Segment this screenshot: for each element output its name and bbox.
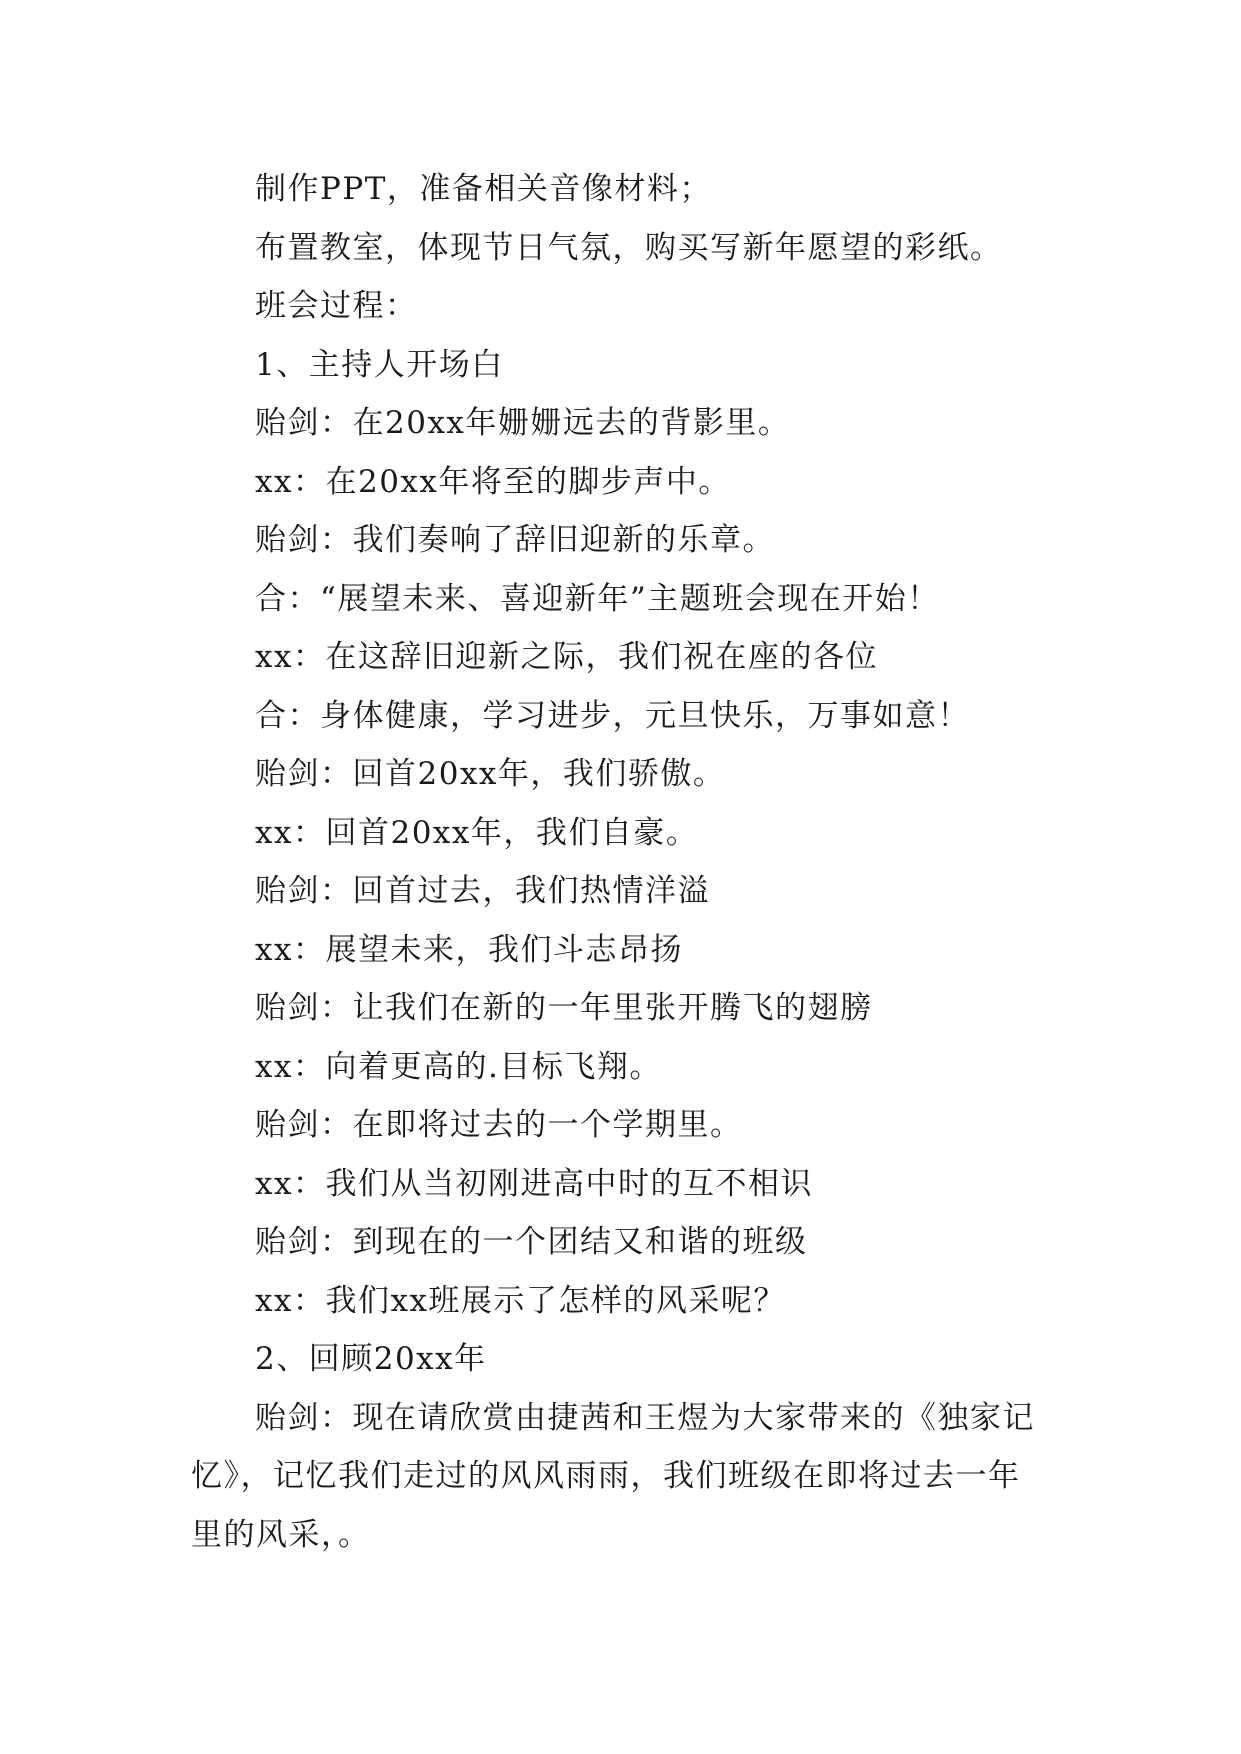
text-line: xx：展望未来，我们斗志昂扬 [255, 931, 683, 968]
text-line: 贻剑：让我们在新的一年里张开腾飞的翅膀 [255, 990, 873, 1026]
text-line: xx：我们从当初刚进高中时的互不相识 [255, 1165, 813, 1202]
text-line: xx：回首20xx年，我们自豪。 [255, 814, 699, 851]
text-line: 布置教室，体现节日气氛，购买写新年愿望的彩纸。 [255, 229, 1003, 266]
text-line: 贻剑：我们奏响了辞旧迎新的乐章。 [255, 522, 775, 558]
text-line: xx：向着更高的.目标飞翔。 [255, 1048, 662, 1085]
text-line: xx：在20xx年将至的脚步声中。 [255, 463, 731, 500]
text-line: 制作PPT，准备相关音像材料； [255, 171, 712, 207]
text-line: 贻剑：回首20xx年，我们骄傲。 [255, 756, 726, 792]
document-body [191, 160, 1051, 1564]
text-line: xx：在这辞旧迎新之际，我们祝在座的各位 [255, 639, 878, 675]
text-line: 贻剑：回首过去，我们热情洋溢 [255, 873, 710, 909]
text-line: 合：“展望未来、喜迎新年”主题班会现在开始！ [255, 580, 940, 617]
text-line: 贻剑：在即将过去的一个学期里。 [255, 1107, 743, 1143]
text-paragraph: 贻剑：现在请欣赏由捷茜和王煜为大家带来的《独家记忆》，记忆我们走过的风风雨雨，我们班级在即将过去一年里的风采，。 [191, 1399, 1035, 1553]
section-heading: 1、主持人开场白 [255, 346, 504, 383]
text-line: 班会过程： [255, 288, 418, 324]
text-line: 贻剑：在20xx年姗姗远去的背影里。 [255, 405, 791, 441]
text-line: 合：身体健康，学习进步，元旦快乐，万事如意！ [255, 697, 970, 734]
section-heading: 2、回顾20xx年 [255, 1341, 487, 1377]
text-line: 贻剑：到现在的一个团结又和谐的班级 [255, 1224, 808, 1260]
text-line: xx：我们xx班展示了怎样的风采呢？ [255, 1282, 786, 1319]
